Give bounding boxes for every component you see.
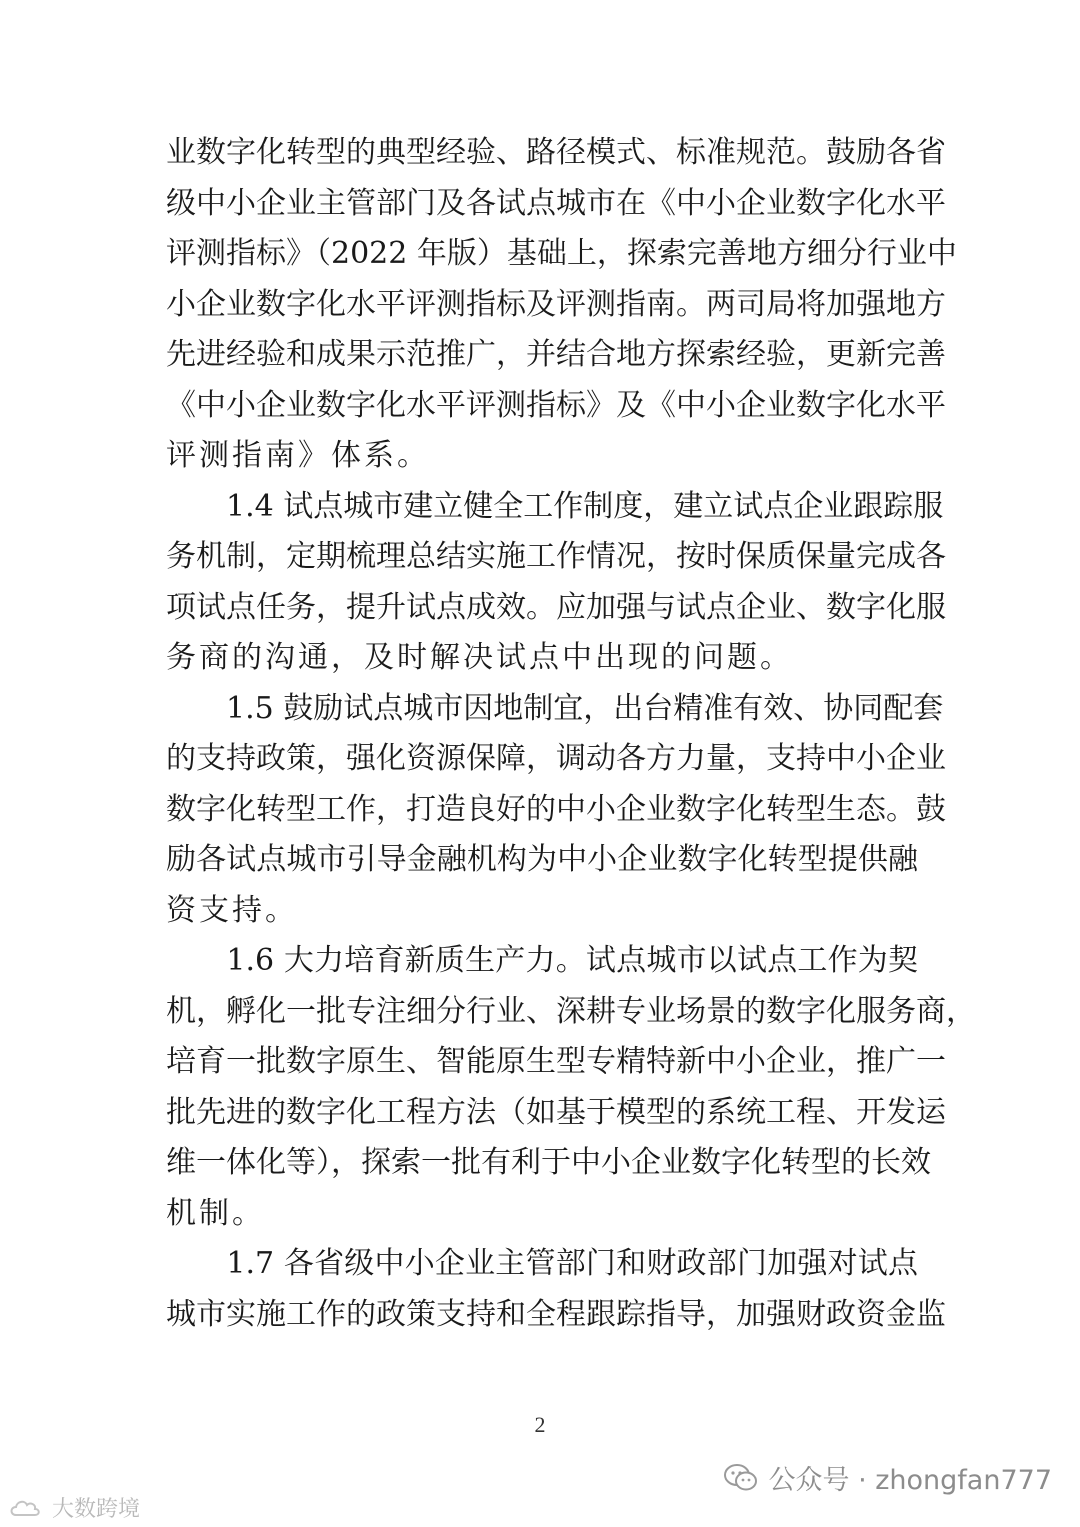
text-line: 的支持政策，强化资源保障，调动各方力量，支持中小企业 bbox=[166, 741, 946, 776]
text-line: 机，孵化一批专注细分行业、深耕专业场景的数字化服务商， bbox=[166, 993, 976, 1029]
text-line: 批先进的数字化工程方法（如基于模型的系统工程、开发运 bbox=[166, 1094, 946, 1130]
text-line: 评测指标》（2022 年版）基础上，探索完善地方细分行业中 bbox=[166, 236, 957, 271]
wechat-watermark bbox=[723, 1458, 1053, 1497]
text-line: 励各试点城市引导金融机构为中小企业数字化转型提供融 bbox=[166, 842, 918, 877]
text-line: 1.5 鼓励试点城市因地制宜，出台精准有效、协同配套 bbox=[166, 690, 944, 726]
text-line: 数字化转型工作，打造良好的中小企业数字化转型生态。鼓 bbox=[166, 791, 946, 827]
body-text bbox=[166, 128, 976, 1340]
text-line: 资支持。 bbox=[166, 892, 298, 928]
text-line: 城市实施工作的政策支持和全程跟踪指导，加强财政资金监 bbox=[166, 1296, 946, 1332]
text-line: 先进经验和成果示范推广，并结合地方探索经验，更新完善 bbox=[166, 337, 946, 372]
watermark-text: 公众号 · zhongfan777 bbox=[768, 1465, 1052, 1496]
wechat-icon bbox=[723, 1463, 759, 1493]
page-number: 2 bbox=[534, 1412, 546, 1437]
text-line: 《中小企业数字化水平评测指标》及《中小企业数字化水平 bbox=[166, 387, 946, 423]
text-line: 小企业数字化水平评测指标及评测指南。两司局将加强地方 bbox=[166, 286, 946, 322]
text-line: 1.4 试点城市建立健全工作制度，建立试点企业跟踪服 bbox=[166, 488, 944, 524]
corner-logo bbox=[8, 1492, 140, 1523]
text-line: 业数字化转型的典型经验、路径模式、标准规范。鼓励各省 bbox=[166, 135, 946, 170]
text-line: 务机制，定期梳理总结实施工作情况，按时保质保量完成各 bbox=[166, 539, 946, 574]
text-line: 机制。 bbox=[166, 1195, 265, 1231]
cloud-logo-icon bbox=[8, 1497, 46, 1519]
text-line: 评测指南》体系。 bbox=[166, 438, 430, 473]
text-line: 1.6 大力培育新质生产力。试点城市以试点工作为契 bbox=[166, 943, 918, 978]
text-line: 务商的沟通，及时解决试点中出现的问题。 bbox=[166, 640, 793, 675]
text-line: 维一体化等），探索一批有利于中小企业数字化转型的长效 bbox=[166, 1145, 931, 1180]
text-line: 培育一批数字原生、智能原生型专精特新中小企业，推广一 bbox=[166, 1044, 946, 1079]
corner-logo-text: 大数跨境 bbox=[52, 1497, 141, 1522]
text-line: 级中小企业主管部门及各试点城市在《中小企业数字化水平 bbox=[166, 185, 946, 221]
text-line: 项试点任务，提升试点成效。应加强与试点企业、数字化服 bbox=[166, 589, 946, 625]
text-line: 1.7 各省级中小企业主管部门和财政部门加强对试点 bbox=[166, 1246, 918, 1281]
